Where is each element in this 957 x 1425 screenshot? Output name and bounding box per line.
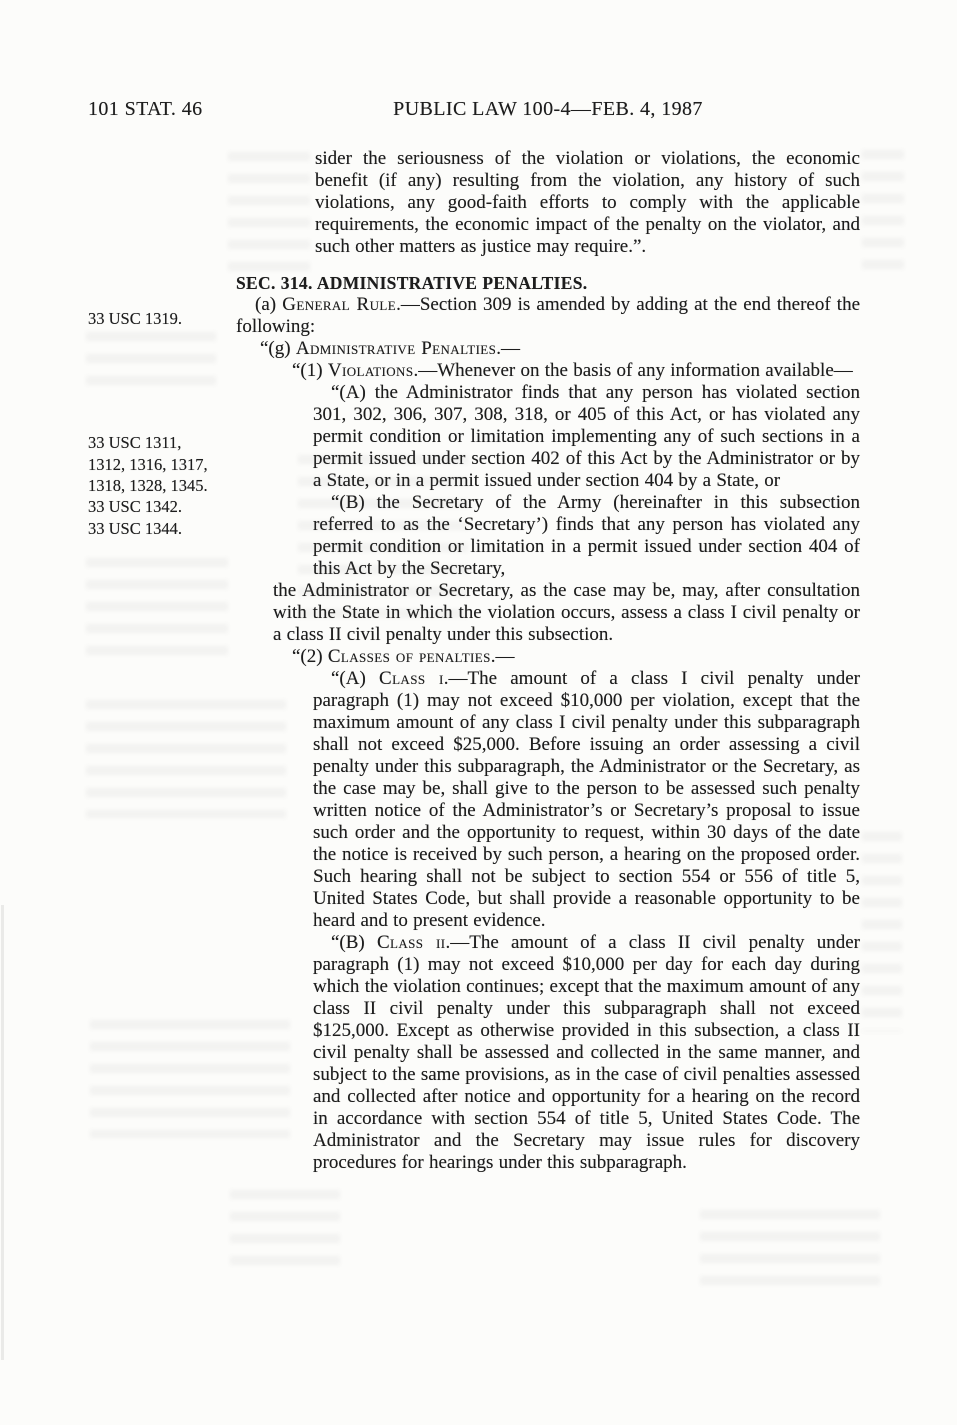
para-1A-administrator-finding: “(A) the Administrator finds that any person has violated section 301, 302, 306, 307, 308, 318, or 405 of this Act, or has violated any permit condition or limitation implementing any of such sections in a permit issued under section 402 of this Act by the Administrator or by a State, or in a permit issued under section 404 by a State, or (313, 382, 860, 491)
page-gutter-shadow (1, 905, 4, 1360)
public-law-running-title: PUBLIC LAW 100-4—FEB. 4, 1987 (393, 98, 703, 120)
margin-note-usc-citation: 33 USC 1342. (88, 497, 182, 516)
margin-note-usc-citation: 33 USC 1344. (88, 519, 182, 538)
para-1B-secretary-finding: “(B) the Secretary of the Army (hereinafter in this subsection referred to as the ‘Secretary’) finds that any person has violated any permit condition or limitation in a permit issued under section 404 of this Act by the Secretary, (313, 492, 860, 579)
para-2A-class-i: “(A) Class i.—The amount of a class I civil penalty under paragraph (1) may not exceed $10,000 per violation, except that the maximum amount of any class I civil penalty under this subparagraph shall not exceed $25,000. Before issuing an order assessing a civil penalty under this subparagraph, the Administrator or the Secretary, as the case may be, shall give to the person to be assessed such penalty written notice of the Administrator’s or Secretary’s proposal to issue such order and the opportunity to request, within 30 days of the date the notice is received by such person, a hearing on the proposed order. Such hearing shall not be subject to section 554 or 556 of title 5, United States Code, but shall provide a reasonable opportunity to be heard and to present evidence. (313, 668, 860, 931)
bleedthrough-artifact (862, 150, 904, 272)
carryover-paragraph: sider the seriousness of the violation or violations, the economic benefit (if any) resulting from the violation, any history of such violations, any good-faith efforts to comply with the applicable requirements, the economic impact of the penalty on the violator, and such other matters as justice may require.”. (315, 148, 860, 257)
bleedthrough-artifact (862, 832, 902, 1032)
para-1-closing-text: the Administrator or Secretary, as the case may be, may, after consultation with the State in which the violation occurs, assess a class I civil penalty or a class II civil penalty under this subsection. (273, 580, 860, 645)
para-a-general-rule: (a) General Rule.—Section 309 is amended by adding at the end thereof the following: (236, 294, 861, 337)
statute-body (236, 148, 860, 1174)
para-2B-class-ii: “(B) Class ii.—The amount of a class II civil penalty under paragraph (1) may not exceed $10,000 per day for each day during which the violation continues; except that the maximum amount of any class II civil penalty under this subparagraph shall not exceed $125,000. Except as otherwise provided in this subsection, a class II civil penalty shall be assessed and collected in the same manner, and subject to the same provisions, as in the case of civil penalties assessed and collected after notice and opportunity for a hearing on the record in accordance with section 554 of title 5, United States Code. The Administrator and the Secretary may issue rules for discovery procedures for hearings under this subparagraph. (313, 932, 860, 1173)
bleedthrough-artifact (86, 332, 216, 394)
statute-page-number: 101 STAT. 46 (88, 98, 203, 120)
bleedthrough-artifact (230, 1190, 340, 1270)
section-heading: SEC. 314. ADMINISTRATIVE PENALTIES. (236, 273, 588, 293)
margin-note-usc-citation: 33 USC 1311, 1312, 1316, 1317, 1318, 1328, 1345. (88, 433, 208, 495)
bleedthrough-artifact (700, 1210, 880, 1298)
para-1-violations: “(1) Violations.—Whenever on the basis of any information available— (292, 360, 853, 381)
para-2-classes-of-penalties: “(2) Classes of penalties.— (292, 646, 515, 667)
margin-note-usc-citation: 33 USC 1319. (88, 309, 182, 328)
para-g-administrative-penalties: “(g) Administrative Penalties.— (260, 338, 521, 359)
bleedthrough-artifact (86, 558, 228, 662)
